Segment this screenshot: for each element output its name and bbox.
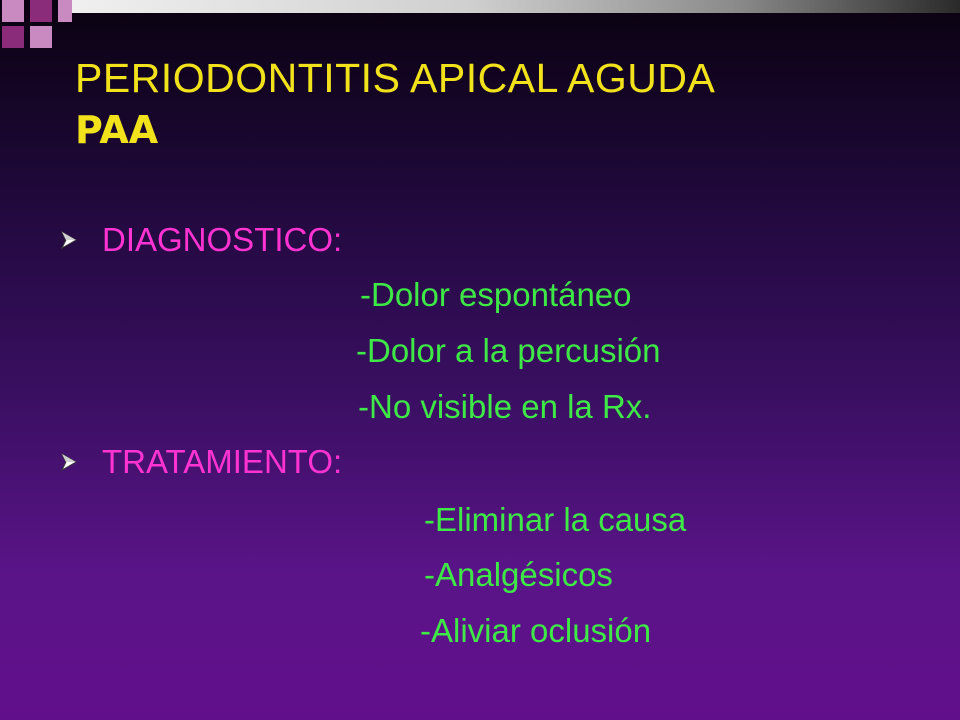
title-line-2: PAA — [75, 108, 159, 152]
decor-square — [30, 26, 52, 48]
list-item: -Eliminar la causa — [424, 501, 687, 538]
decor-square — [58, 0, 72, 22]
list-item: -No visible en la Rx. — [358, 388, 652, 425]
decor-bar — [72, 0, 960, 13]
list-item: -Analgésicos — [424, 556, 613, 593]
list-item: -Aliviar oclusión — [420, 612, 652, 649]
list-item: -Dolor espontáneo — [360, 276, 632, 313]
bullet-diagnostico — [60, 215, 920, 265]
bullet-tratamiento — [60, 437, 920, 487]
arrow-bullet-icon — [60, 231, 78, 249]
slide-title — [75, 52, 935, 156]
bullet-heading: TRATAMIENTO: — [102, 443, 343, 480]
arrow-bullet-icon — [60, 453, 78, 471]
bullet-heading: DIAGNOSTICO: — [102, 221, 343, 258]
header-decoration — [0, 0, 960, 55]
decor-square — [2, 0, 24, 22]
title-line-1: PERIODONTITIS APICAL AGUDA — [75, 55, 716, 101]
decor-square — [2, 26, 24, 48]
decor-square — [30, 0, 52, 22]
list-item: -Dolor a la percusión — [356, 332, 661, 369]
